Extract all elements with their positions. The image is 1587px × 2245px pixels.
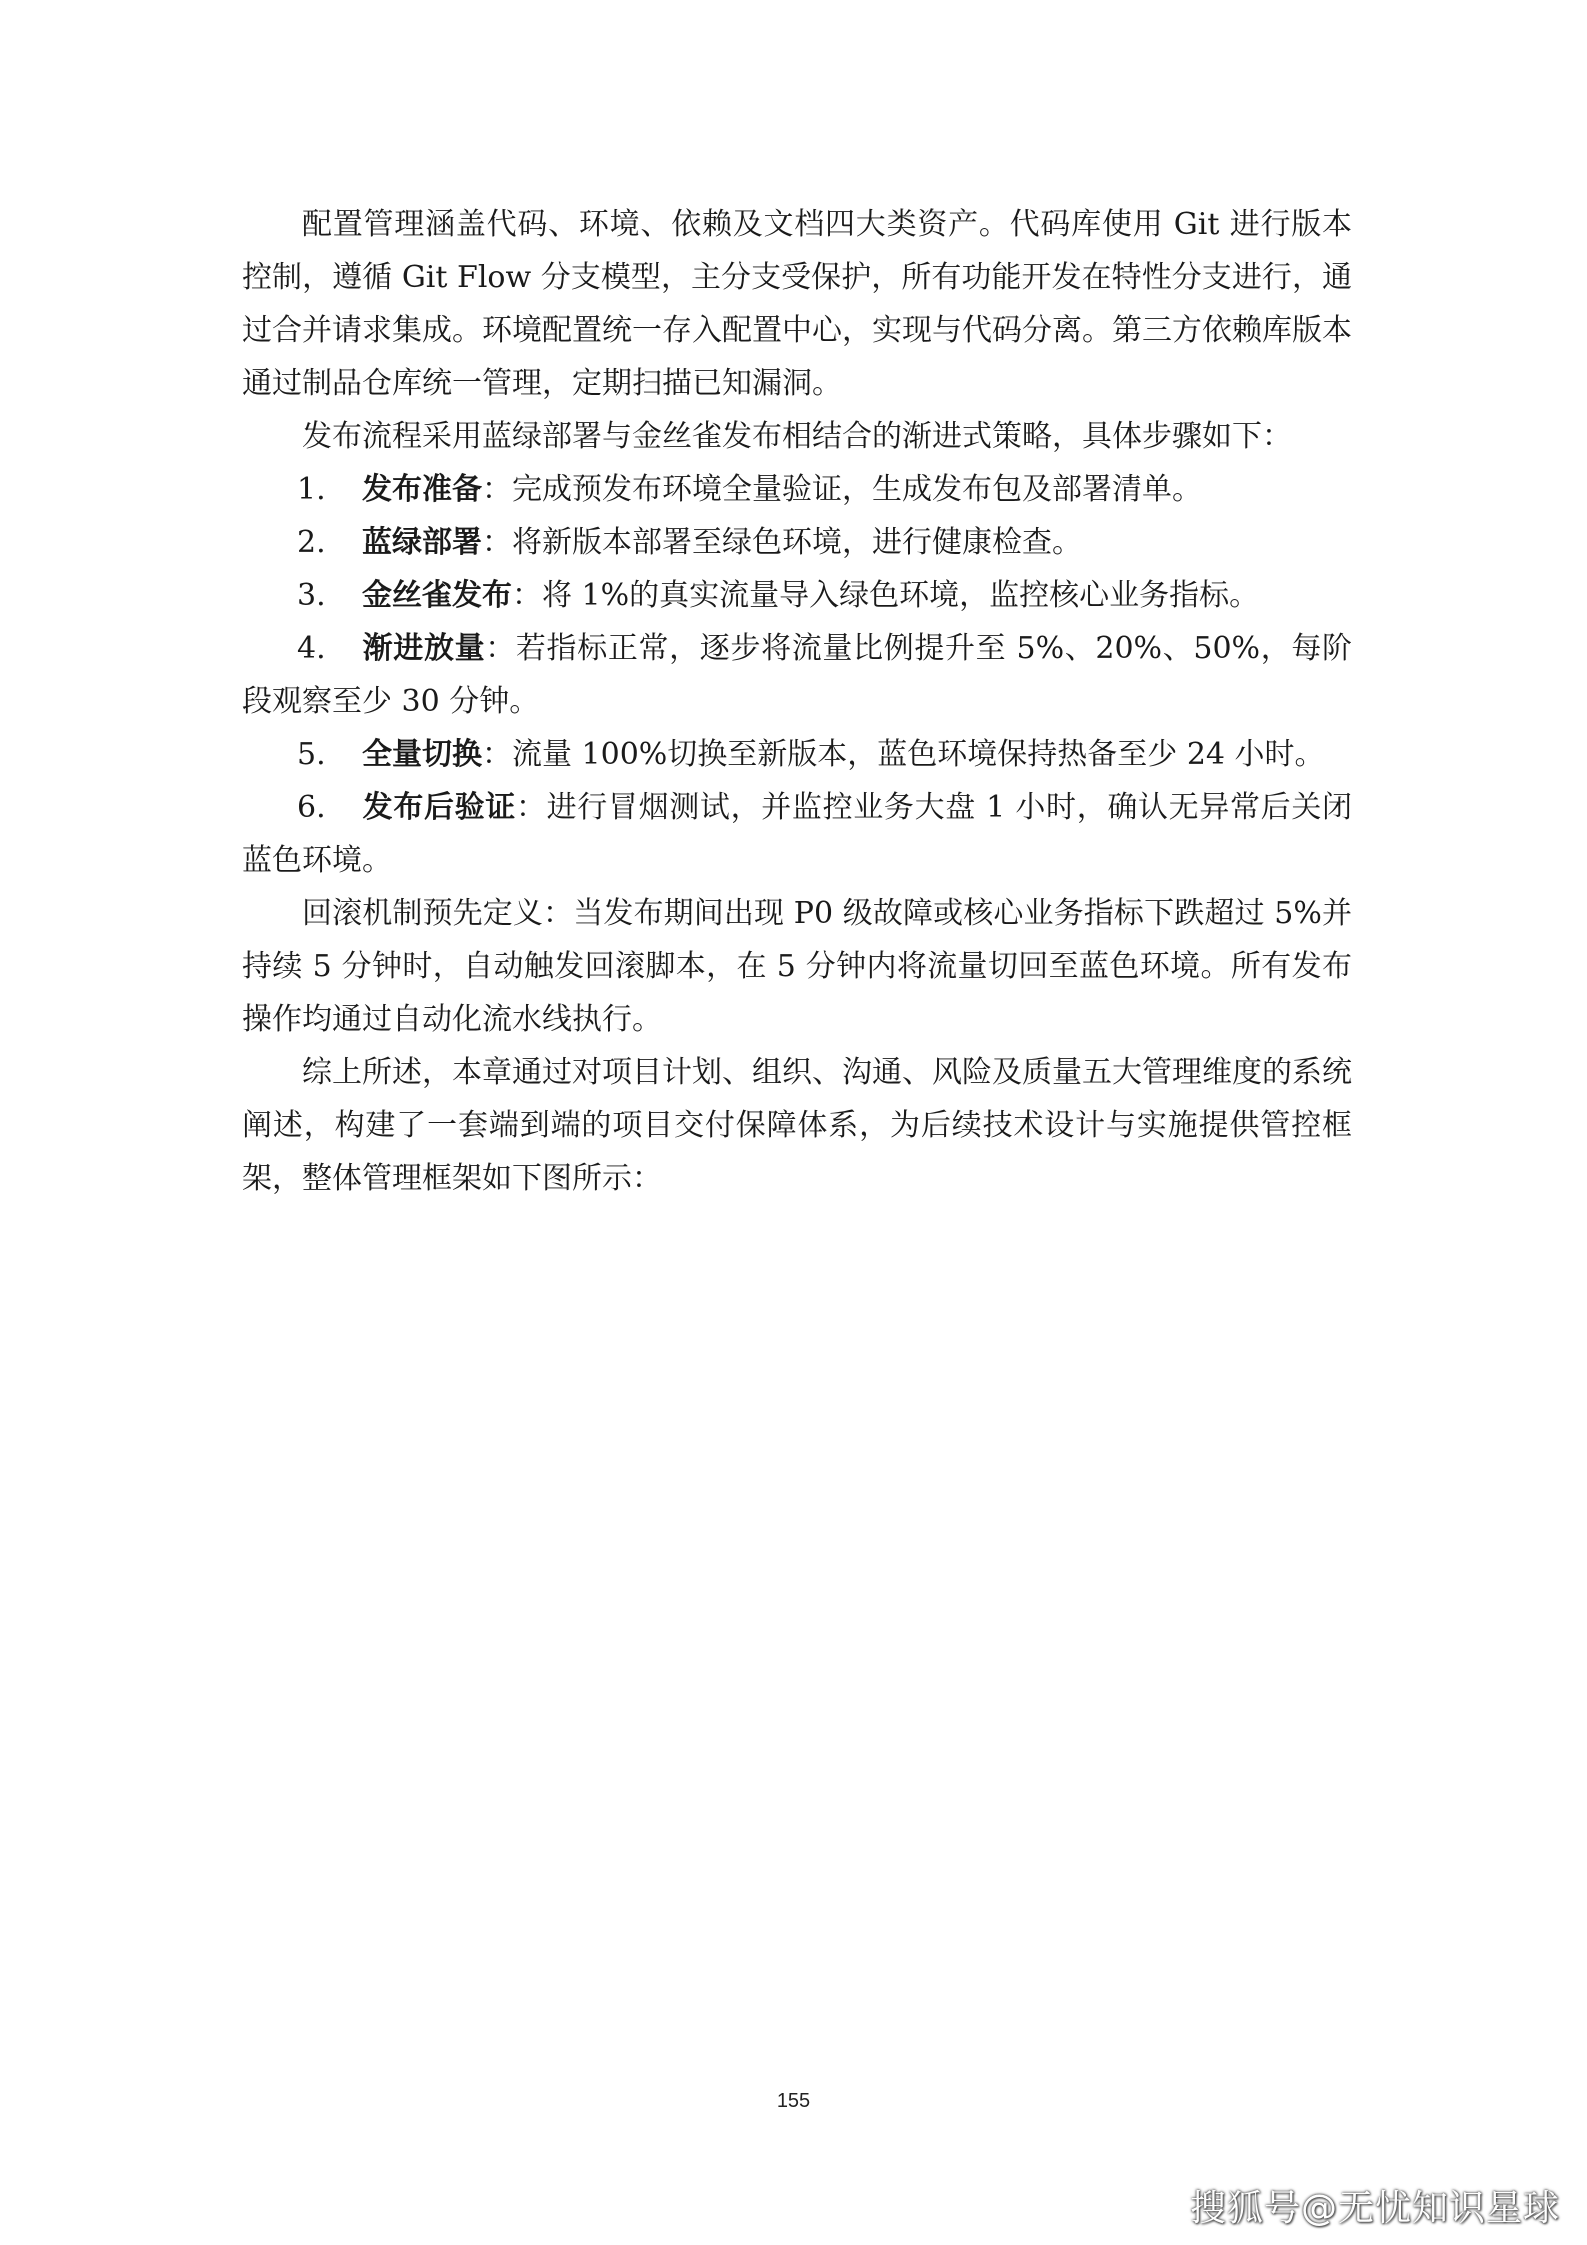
list-item-text: ：进行冒烟测试，并监控业务大盘 1 小时，确认无异常后关闭蓝色环境。 [242, 790, 1352, 878]
paragraph-rollback: 回滚机制预先定义：当发布期间出现 P0 级故障或核心业务指标下跌超过 5%并持续 5 分钟时，自动触发回滚脚本，在 5 分钟内将流量切回至蓝色环境。所有发布操作均通过自动化流水线执行。 [242, 896, 1352, 1037]
list-item-step-1 [242, 463, 1352, 516]
list-item-title: 全量切换 [362, 737, 482, 772]
list-item-title: 渐进放量 [362, 631, 486, 666]
watermark: 搜狐号@无忧知识星球 [1189, 2188, 1560, 2229]
list-item-step-2 [242, 516, 1352, 569]
list-item-step-5 [242, 728, 1352, 781]
paragraph-release-process: 发布流程采用蓝绿部署与金丝雀发布相结合的渐进式策略，具体步骤如下： [302, 419, 1292, 454]
list-item-step-4 [242, 622, 1352, 728]
list-item-text: ：流量 100%切换至新版本，蓝色环境保持热备至少 24 小时。 [482, 737, 1325, 772]
list-item-number: 6. [297, 790, 326, 825]
paragraph-config-management: 配置管理涵盖代码、环境、依赖及文档四大类资产。代码库使用 Git 进行版本控制，遵循 Git Flow 分支模型，主分支受保护，所有功能开发在特性分支进行，通过合并请求集成。环境配置统一存入配置中心，实现与代码分离。第三方依赖库版本通过制品仓库统一管理，定期扫描已知漏洞。 [242, 207, 1352, 401]
list-item-number: 4. [297, 631, 326, 666]
list-item-title: 金丝雀发布 [362, 578, 512, 613]
document-body [242, 198, 1352, 1205]
list-item-number: 1. [297, 472, 326, 507]
list-item-number: 2. [297, 525, 326, 560]
list-item-text: ：完成预发布环境全量验证，生成发布包及部署清单。 [482, 472, 1202, 507]
list-item-title: 发布后验证 [362, 790, 516, 825]
page-number: 155 [776, 2090, 811, 2112]
list-item-text: ：将新版本部署至绿色环境，进行健康检查。 [482, 525, 1082, 560]
list-item-text: ：将 1%的真实流量导入绿色环境，监控核心业务指标。 [512, 578, 1260, 613]
list-item-step-6 [242, 781, 1352, 887]
list-item-number: 3. [297, 578, 326, 613]
list-item-step-3 [242, 569, 1352, 622]
paragraph-summary: 综上所述，本章通过对项目计划、组织、沟通、风险及质量五大管理维度的系统阐述，构建了一套端到端的项目交付保障体系，为后续技术设计与实施提供管控框架，整体管理框架如下图所示： [242, 1055, 1352, 1196]
list-item-number: 5. [297, 737, 326, 772]
list-item-title: 蓝绿部署 [362, 525, 482, 560]
list-item-text: ：若指标正常，逐步将流量比例提升至 5%、20%、50%，每阶段观察至少 30 分钟。 [242, 631, 1352, 719]
list-item-title: 发布准备 [362, 472, 482, 507]
